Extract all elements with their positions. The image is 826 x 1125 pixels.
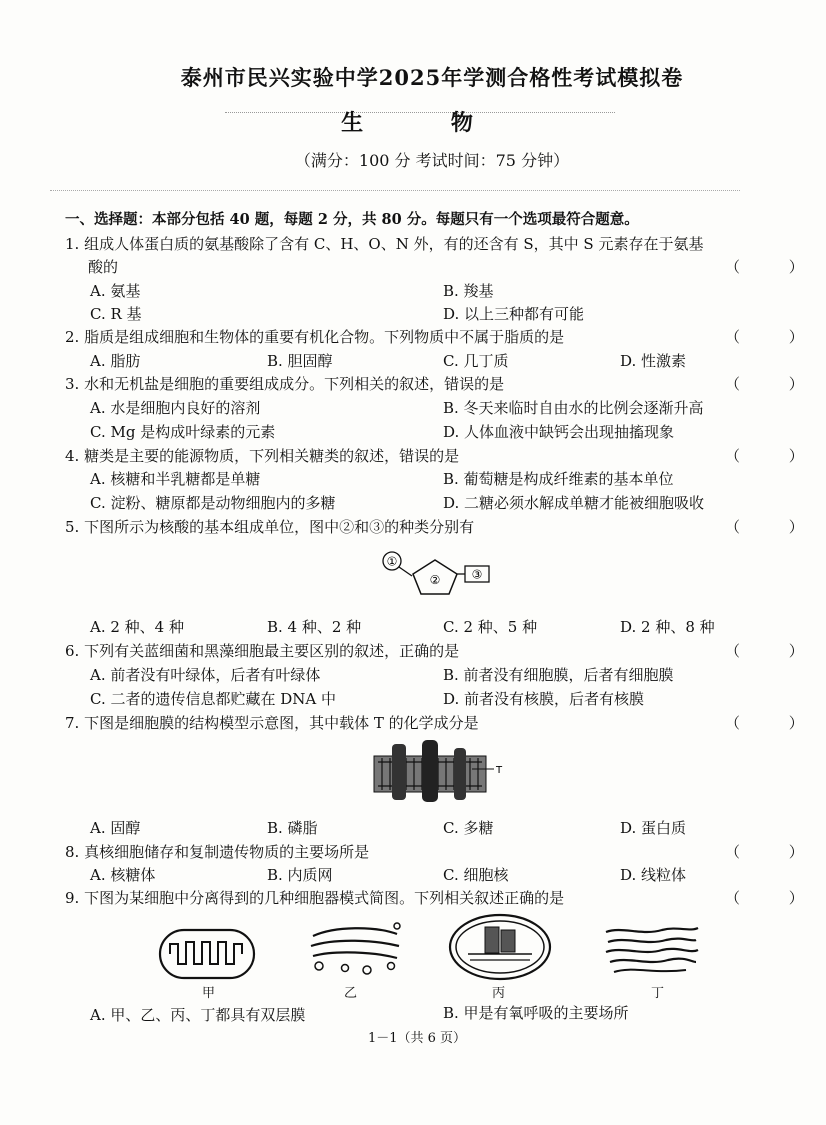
organelle-label: 乙 — [344, 986, 358, 1001]
option: D. 二糖必须水解成单糖才能被细胞吸收 — [443, 494, 705, 512]
question-stem: 5. 下图所示为核酸的基本组成单位，图中②和③的种类分别有 — [65, 518, 475, 536]
organelle-label: 丙 — [492, 986, 506, 1001]
chloroplast-figure — [448, 912, 553, 982]
question-stem: 9. 下图为某细胞中分离得到的几种细胞器模式简图。下列相关叙述正确的是 — [65, 889, 565, 907]
divider — [50, 190, 740, 191]
option: A. 核糖和半乳糖都是单糖 — [90, 470, 261, 488]
option: D. 前者没有核膜，后者有核膜 — [443, 690, 645, 708]
exam-meta: （满分：100 分 考试时间：75 分钟） — [294, 151, 570, 170]
er-figure — [602, 922, 702, 978]
option: D. 性激素 — [620, 352, 687, 370]
question-stem: 7. 下图是细胞膜的结构模型示意图，其中载体 T 的化学成分是 — [65, 714, 479, 732]
organelle-label: 丁 — [651, 986, 665, 1001]
answer-blank: （ ） — [725, 518, 826, 536]
label-phosphate: ① — [386, 554, 398, 569]
answer-blank: （ ） — [725, 843, 826, 861]
option: D. 人体血液中缺钙会出现抽搐现象 — [443, 423, 675, 441]
option: A. 2 种、4 种 — [90, 618, 184, 636]
answer-blank: （ ） — [725, 447, 826, 465]
subject-title: 生 物 — [341, 110, 513, 136]
option: D. 以上三种都有可能 — [443, 305, 585, 323]
option: C. Mg 是构成叶绿素的元素 — [90, 423, 276, 441]
mitochondrion-figure — [158, 926, 258, 984]
option: C. 多糖 — [443, 819, 494, 837]
option: D. 线粒体 — [620, 866, 687, 884]
question-stem-cont: 酸的 — [88, 258, 119, 276]
option: C. 二者的遗传信息都贮藏在 DNA 中 — [90, 690, 336, 708]
option: D. 2 种、8 种 — [620, 618, 715, 636]
option: A. 固醇 — [90, 819, 141, 837]
option: B. 4 种、2 种 — [267, 618, 362, 636]
label-base: ③ — [471, 567, 483, 582]
question-stem: 2. 脂质是组成细胞和生物体的重要有机化合物。下列物质中不属于脂质的是 — [65, 328, 565, 346]
option: D. 蛋白质 — [620, 819, 687, 837]
option: C. 淀粉、糖原都是动物细胞内的多糖 — [90, 494, 336, 512]
option: A. 氨基 — [90, 282, 141, 300]
question-stem: 6. 下列有关蓝细菌和黑藻细胞最主要区别的叙述，正确的是 — [65, 642, 460, 660]
option: A. 脂肪 — [90, 352, 141, 370]
question-stem: 8. 真核细胞储存和复制遗传物质的主要场所是 — [65, 843, 370, 861]
option: B. 磷脂 — [267, 819, 318, 837]
section-heading: 一、选择题：本部分包括 40 题，每题 2 分，共 80 分。每题只有一个选项最符合题意。 — [65, 211, 639, 228]
option: B. 葡萄糖是构成纤维素的基本单位 — [443, 470, 674, 488]
option: A. 前者没有叶绿体，后者有叶绿体 — [90, 666, 321, 684]
answer-blank: （ ） — [725, 328, 826, 346]
option: C. R 基 — [90, 305, 142, 323]
option: A. 核糖体 — [90, 866, 156, 884]
organelle-label: 甲 — [202, 986, 216, 1001]
option: B. 冬天来临时自由水的比例会逐渐升高 — [443, 399, 704, 417]
answer-blank: （ ） — [725, 714, 826, 732]
option: B. 甲是有氧呼吸的主要场所 — [443, 1004, 629, 1022]
label-sugar: ② — [429, 573, 441, 587]
option: B. 胆固醇 — [267, 352, 333, 370]
option: A. 水是细胞内良好的溶剂 — [90, 399, 261, 417]
question-stem: 4. 糖类是主要的能源物质，下列相关糖类的叙述，错误的是 — [65, 447, 460, 465]
option: B. 羧基 — [443, 282, 494, 300]
question-stem: 1. 组成人体蛋白质的氨基酸除了含有 C、H、O、N 外，有的还含有 S，其中 S 元素存在于氨基 — [65, 235, 704, 253]
label-carrier-t: T — [496, 765, 503, 776]
golgi-figure — [305, 918, 405, 978]
answer-blank: （ ） — [725, 258, 826, 276]
option: C. 细胞核 — [443, 866, 509, 884]
option: B. 内质网 — [267, 866, 333, 884]
answer-blank: （ ） — [725, 642, 826, 660]
option: C. 2 种、5 种 — [443, 618, 538, 636]
option: A. 甲、乙、丙、丁都具有双层膜 — [90, 1006, 306, 1024]
nucleotide-diagram — [375, 548, 495, 604]
page-footer: 1－1（共 6 页） — [367, 1031, 467, 1046]
option: B. 前者没有细胞膜，后者有细胞膜 — [443, 666, 674, 684]
question-stem: 3. 水和无机盐是细胞的重要组成成分。下列相关的叙述，错误的是 — [65, 375, 505, 393]
exam-title: 泰州市民兴实验中学2025年学测合格性考试模拟卷 — [180, 65, 684, 90]
cell-membrane-diagram — [368, 738, 508, 806]
answer-blank: （ ） — [725, 375, 826, 393]
option: C. 几丁质 — [443, 352, 509, 370]
answer-blank: （ ） — [725, 889, 826, 907]
